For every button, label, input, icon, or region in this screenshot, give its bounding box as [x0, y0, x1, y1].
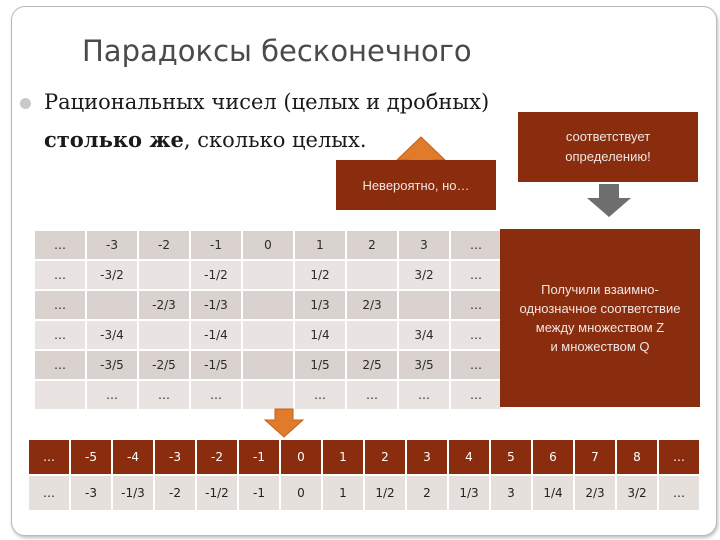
- rational-row-cell: -1/3: [112, 475, 154, 511]
- grid-cell: -1/3: [190, 290, 242, 320]
- integer-row-cell: 7: [574, 439, 616, 475]
- grid-cell: -3/5: [86, 350, 138, 380]
- callout-matches-line-2: определению!: [565, 149, 651, 164]
- grid-row: [34, 260, 502, 290]
- grid-cell: …: [450, 290, 502, 320]
- rational-row-cell: 2/3: [574, 475, 616, 511]
- grid-cell: …: [450, 350, 502, 380]
- grid-cell: …: [34, 230, 86, 260]
- rational-row-cell: 1/3: [448, 475, 490, 511]
- callout-result-line-1: Получили взаимно-: [541, 282, 659, 297]
- grid-cell: …: [86, 380, 138, 410]
- callout-incredible: [336, 160, 496, 210]
- grid-cell: -1: [190, 230, 242, 260]
- grid-cell: 2: [346, 230, 398, 260]
- integer-row-cell: 5: [490, 439, 532, 475]
- grid-cell: 1/2: [294, 260, 346, 290]
- rational-row-cell: …: [658, 475, 700, 511]
- grid-cell: -1/2: [190, 260, 242, 290]
- grid-cell: [86, 290, 138, 320]
- integer-row-cell: 3: [406, 439, 448, 475]
- arrow-down-gray-icon: [586, 184, 632, 218]
- grid-cell: 3/5: [398, 350, 450, 380]
- grid-cell: 2/3: [346, 290, 398, 320]
- rational-grid: [33, 229, 503, 411]
- slide-title: Парадоксы бесконечного: [82, 34, 472, 68]
- grid-cell: -2/3: [138, 290, 190, 320]
- integer-row-cell: 6: [532, 439, 574, 475]
- integer-row-cell: -4: [112, 439, 154, 475]
- rational-row-cell: -1/2: [196, 475, 238, 511]
- grid-cell: 1: [294, 230, 346, 260]
- grid-cell: 1/5: [294, 350, 346, 380]
- grid-cell: -3/2: [86, 260, 138, 290]
- grid-cell: [242, 380, 294, 410]
- bullet-line-1: Рациональных чисел (целых и дробных): [44, 90, 490, 114]
- grid-cell: …: [34, 290, 86, 320]
- grid-cell: …: [450, 320, 502, 350]
- grid-cell: 3/4: [398, 320, 450, 350]
- grid-cell: [398, 290, 450, 320]
- rational-row-cell: -1: [238, 475, 280, 511]
- integer-row-cell: 2: [364, 439, 406, 475]
- grid-cell: [242, 320, 294, 350]
- grid-cell: -2: [138, 230, 190, 260]
- callout-result-line-4: и множеством Q: [550, 339, 650, 354]
- grid-cell: …: [346, 380, 398, 410]
- bullet-icon: [20, 98, 31, 109]
- grid-cell: [346, 260, 398, 290]
- grid-cell: [346, 320, 398, 350]
- grid-cell: …: [34, 320, 86, 350]
- arrow-down-orange-icon: [264, 408, 304, 438]
- bijection-table: [27, 438, 701, 512]
- integer-row-cell: 0: [280, 439, 322, 475]
- grid-row: [34, 350, 502, 380]
- integer-row-cell: -2: [196, 439, 238, 475]
- grid-cell: …: [34, 350, 86, 380]
- rational-row-cell: 3: [490, 475, 532, 511]
- rational-row-cell: -3: [70, 475, 112, 511]
- callout-result-line-2: однозначное соответствие: [519, 301, 681, 316]
- integer-row-cell: -1: [238, 439, 280, 475]
- grid-cell: …: [450, 380, 502, 410]
- bullet-line-2: [44, 127, 367, 152]
- rational-row-cell: …: [28, 475, 70, 511]
- grid-cell: …: [450, 260, 502, 290]
- grid-cell: -3: [86, 230, 138, 260]
- integer-row-cell: -3: [154, 439, 196, 475]
- integer-row-cell: 1: [322, 439, 364, 475]
- grid-cell: [138, 320, 190, 350]
- callout-result: [500, 229, 700, 407]
- callout-result-line-3: между множеством Z: [535, 320, 665, 335]
- grid-cell: [34, 380, 86, 410]
- grid-cell: 1/4: [294, 320, 346, 350]
- grid-cell: 3/2: [398, 260, 450, 290]
- grid-cell: 0: [242, 230, 294, 260]
- grid-cell: …: [190, 380, 242, 410]
- rational-row-cell: 1/2: [364, 475, 406, 511]
- integer-row-cell: 4: [448, 439, 490, 475]
- grid-cell: -1/5: [190, 350, 242, 380]
- rational-row-cell: 1/4: [532, 475, 574, 511]
- grid-cell: -3/4: [86, 320, 138, 350]
- grid-cell: 2/5: [346, 350, 398, 380]
- integer-row: [28, 439, 700, 475]
- rational-row-cell: -2: [154, 475, 196, 511]
- callout-matches-definition: [518, 112, 698, 182]
- grid-cell: …: [398, 380, 450, 410]
- grid-cell: [242, 260, 294, 290]
- grid-cell: [242, 290, 294, 320]
- grid-row: [34, 230, 502, 260]
- rational-row-cell: 0: [280, 475, 322, 511]
- integer-row-cell: -5: [70, 439, 112, 475]
- grid-cell: 3: [398, 230, 450, 260]
- rational-row-cell: 3/2: [616, 475, 658, 511]
- grid-cell: …: [294, 380, 346, 410]
- grid-cell: 1/3: [294, 290, 346, 320]
- callout-incredible-text: Невероятно, но…: [362, 177, 470, 193]
- integer-row-cell: …: [658, 439, 700, 475]
- arrow-up-icon: [396, 136, 446, 162]
- grid-cell: [242, 350, 294, 380]
- grid-cell: -2/5: [138, 350, 190, 380]
- callout-matches-line-1: соответствует: [565, 129, 651, 144]
- grid-cell: …: [138, 380, 190, 410]
- integer-row-cell: 8: [616, 439, 658, 475]
- rational-row-cell: 1: [322, 475, 364, 511]
- bullet-rest-text: , сколько целых.: [183, 128, 367, 152]
- grid-row: [34, 380, 502, 410]
- integer-row-cell: …: [28, 439, 70, 475]
- grid-cell: -1/4: [190, 320, 242, 350]
- grid-cell: [138, 260, 190, 290]
- rational-row: [28, 475, 700, 511]
- grid-cell: …: [34, 260, 86, 290]
- grid-row: [34, 290, 502, 320]
- rational-row-cell: 2: [406, 475, 448, 511]
- bullet-bold-text: столько же: [44, 127, 184, 152]
- grid-row: [34, 320, 502, 350]
- grid-cell: …: [450, 230, 502, 260]
